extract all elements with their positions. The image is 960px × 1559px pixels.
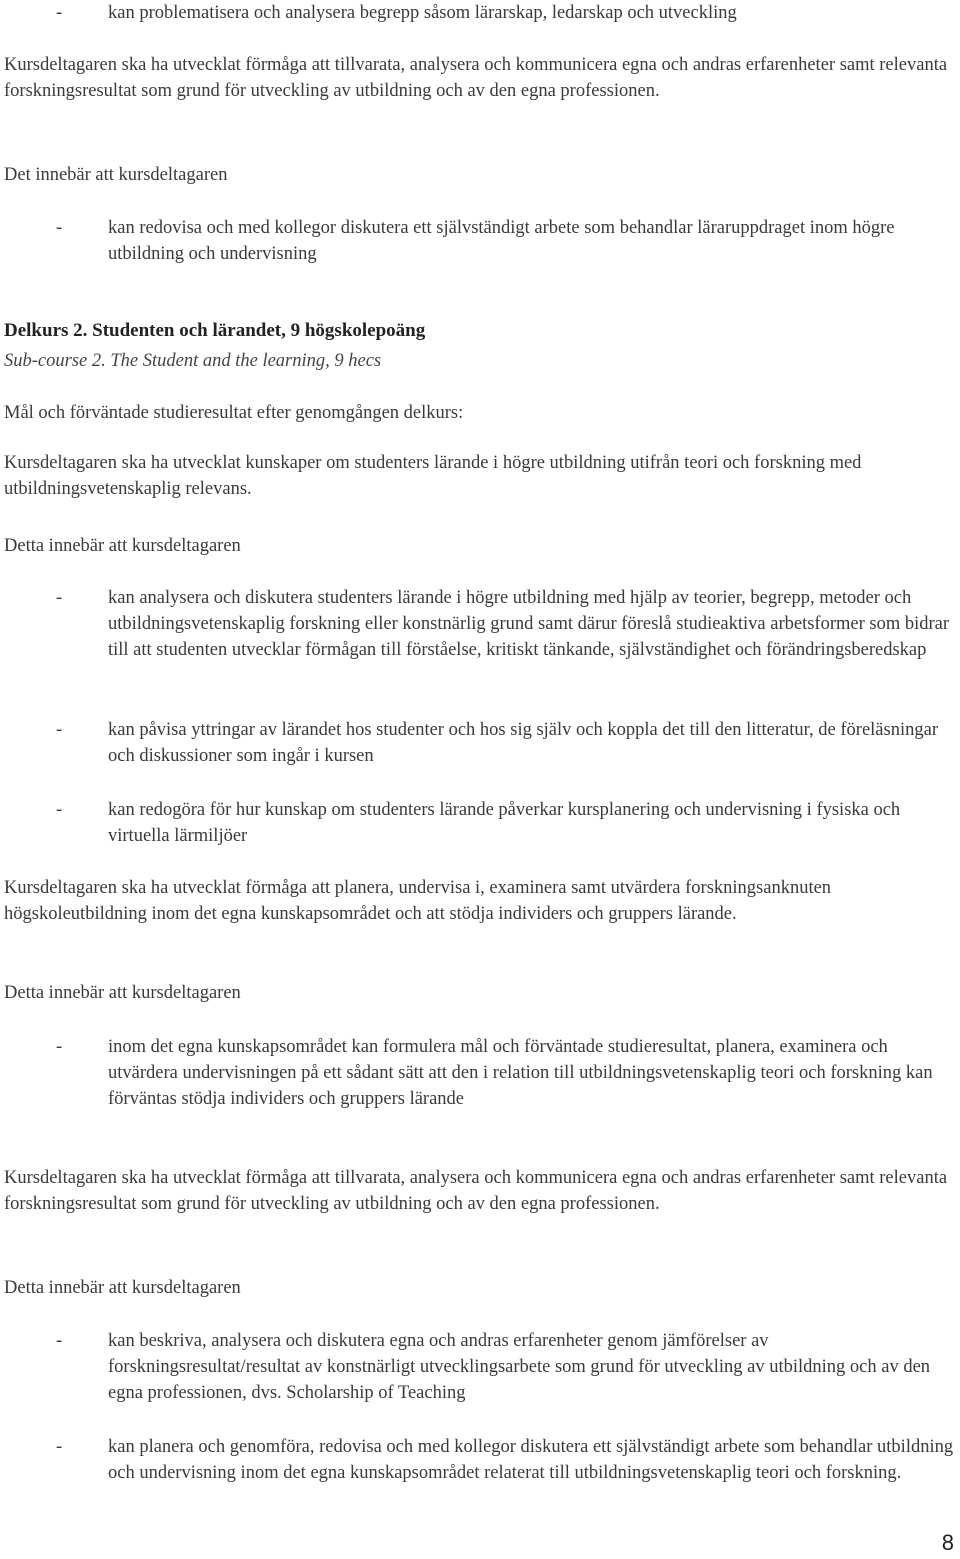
paragraph: Kursdeltagaren ska ha utvecklat förmåga att tillvarata, analysera och kommunicera egna och andras erfarenheter samt relevanta forskningsresultat som grund för utveckling av utbildning och av den egna professionen.: [4, 55, 948, 101]
bullet-dash: -: [56, 588, 63, 608]
page-number: 8: [941, 1530, 954, 1555]
goals-label: Mål och förväntade studieresultat efter genomgången delkurs:: [4, 403, 464, 423]
list-item-text: kan redogöra för hur kunskap om studenters lärande påverkar kursplanering och undervisning i fysiska och virtuella lärmiljöer: [108, 800, 901, 846]
bullet-dash: -: [56, 1037, 63, 1057]
paragraph: Kursdeltagaren ska ha utvecklat förmåga att planera, undervisa i, examinera samt utvärdera forskningsanknuten högskoleutbildning inom det egna kunskapsområdet och att stödja individers och gruppers lärande.: [4, 878, 832, 924]
list-item-text: kan påvisa yttringar av lärandet hos studenter och hos sig själv och koppla det till den litteratur, de föreläsningar och diskussioner som ingår i kursen: [108, 720, 938, 766]
intro-line: Detta innebär att kursdeltagaren: [4, 536, 241, 556]
bullet-dash: -: [56, 3, 63, 23]
bullet-dash: -: [56, 800, 63, 820]
paragraph: Kursdeltagaren ska ha utvecklat kunskaper om studenters lärande i högre utbildning utifrån teori och forskning med utbildningsvetenskaplig relevans.: [4, 453, 862, 499]
bullet-dash: -: [56, 1437, 63, 1457]
section-heading: Delkurs 2. Studenten och lärandet, 9 högskolepoäng: [4, 320, 426, 341]
list-item-text: kan problematisera och analysera begrepp såsom lärarskap, ledarskap och utveckling: [108, 3, 737, 23]
section-subheading: Sub-course 2. The Student and the learning, 9 hecs: [4, 351, 382, 371]
list-item-text: kan planera och genomföra, redovisa och med kollegor diskutera ett självständigt arbete som behandlar utbildning och undervisning inom det egna kunskapsområdet relaterat till utbildningsvetenskaplig teori och forskning.: [108, 1437, 954, 1483]
list-item-text: kan beskriva, analysera och diskutera egna och andras erfarenheter genom jämförelser av forskningsresultat/resultat av konstnärligt utvecklingsarbete som grund för utveckling av utbildning och av den egna professionen, dvs. Scholarship of Teaching: [108, 1331, 931, 1403]
list-item-text: kan analysera och diskutera studenters lärande i högre utbildning med hjälp av teorier, begrepp, metoder och utbildningsvetenskaplig forskning eller konstnärlig grund samt därur föreslå studieaktiva arbetsformer som bidrar till att studenten utvecklar förmågan till förståelse, kritiskt tänkande, självständighet och förändringsberedskap: [108, 588, 950, 660]
bullet-dash: -: [56, 1331, 63, 1351]
bullet-dash: -: [56, 720, 63, 740]
list-item-text: inom det egna kunskapsområdet kan formulera mål och förväntade studieresultat, planera, examinera och utvärdera undervisningen på ett sådant sätt att den i relation till utbildningsvetenskaplig teori och forskning kan förväntas stödja individers och gruppers lärande: [108, 1037, 933, 1109]
intro-line: Det innebär att kursdeltagaren: [4, 165, 228, 185]
bullet-dash: -: [56, 218, 63, 238]
intro-line: Detta innebär att kursdeltagaren: [4, 983, 241, 1003]
list-item-text: kan redovisa och med kollegor diskutera ett självständigt arbete som behandlar läraruppdraget inom högre utbildning och undervisning: [108, 218, 895, 264]
paragraph: Kursdeltagaren ska ha utvecklat förmåga att tillvarata, analysera och kommunicera egna och andras erfarenheter samt relevanta forskningsresultat som grund för utveckling av utbildning och av den egna professionen.: [4, 1168, 948, 1214]
intro-line: Detta innebär att kursdeltagaren: [4, 1278, 241, 1298]
